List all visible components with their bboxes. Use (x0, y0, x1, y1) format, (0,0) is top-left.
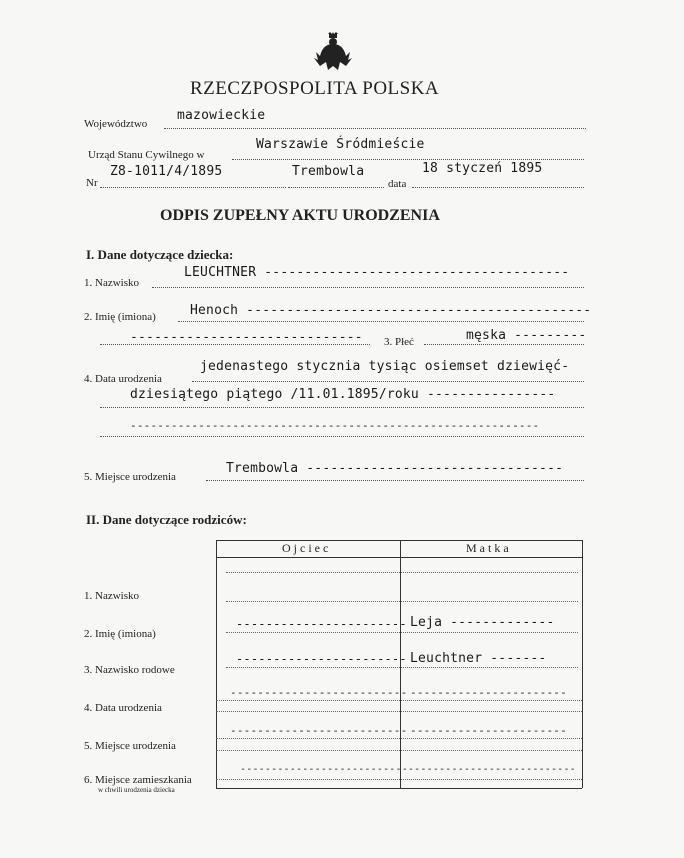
wojewodztwo-value: mazowieckie (177, 108, 266, 123)
imie-cont-value: ----------------------------- (130, 330, 363, 345)
data-urodzenia-value3: ------------------------------------------------------------ (130, 419, 540, 432)
imie-label: 2. Imię (imiona) (84, 311, 156, 323)
father-row2-value: ----------------------- (236, 617, 407, 631)
wojewodztwo-line (164, 128, 586, 129)
parent-row5-label: 5. Miejsce urodzenia (84, 740, 176, 752)
data-label: data (388, 178, 407, 190)
data-urodzenia-line1 (192, 381, 584, 382)
parents-section-title: II. Dane dotyczące rodziców: (86, 512, 247, 527)
row4b-line (216, 711, 582, 712)
place-value: Trembowla (292, 164, 365, 179)
parent-row6-label: 6. Miejsce zamieszkania (84, 774, 192, 786)
nazwisko-line (152, 287, 584, 288)
plec-value: męska --------- (466, 328, 587, 343)
place-line (288, 187, 384, 188)
data-urodzenia-label: 4. Data urodzenia (84, 373, 162, 385)
data-urodzenia-value1: jedenastego stycznia tysiąc osiemset dziewięć- (200, 359, 570, 374)
mother-row4-value: ----------------------- (410, 686, 567, 699)
country-title: RZECZPOSPOLITA POLSKA (190, 78, 440, 99)
nr-label: Nr (86, 177, 98, 189)
row3-line (226, 667, 578, 668)
polish-eagle-icon (312, 32, 354, 74)
parent-row3-label: 3. Nazwisko rodowe (84, 664, 175, 676)
document-title: ODPIS ZUPEŁNY AKTU URODZENIA (160, 207, 440, 224)
col-father-header: Ojciec (282, 541, 332, 555)
col-mother-header: Matka (466, 541, 512, 555)
wojewodztwo-label: Województwo (84, 118, 148, 130)
data-urodzenia-value2: dziesiątego piątego /11.01.1895/roku ---------------- (130, 387, 556, 402)
table-top-border (216, 540, 582, 541)
data-value: 18 styczeń 1895 (422, 161, 543, 176)
data-urodzenia-line2 (100, 407, 584, 408)
nr-line (100, 187, 286, 188)
miejsce-line (206, 480, 584, 481)
miejsce-value: Trembowla -------------------------------- (226, 461, 564, 476)
mother-row5-value: ----------------------- (410, 724, 567, 737)
mother-row3-value: Leuchtner ------- (410, 651, 547, 666)
mother-row2-value: Leja ------------- (410, 615, 555, 630)
row5-line (216, 738, 582, 739)
table-header-border (216, 557, 582, 558)
table-bottom-border (216, 788, 582, 789)
plec-line (424, 344, 584, 345)
imie-line (178, 321, 584, 322)
miejsce-label: 5. Miejsce urodzenia (84, 471, 176, 483)
data-urodzenia-line3 (100, 436, 584, 437)
parent-row2-label: 2. Imię (imiona) (84, 628, 156, 640)
row4-line (216, 700, 582, 701)
data-line (412, 187, 584, 188)
plec-label: 3. Płeć (384, 336, 414, 348)
nazwisko-value: LEUCHTNER -------------------------------------- (184, 265, 570, 280)
urzad-value: Warszawie Śródmieście (256, 137, 425, 152)
parent-row4-label: 4. Data urodzenia (84, 702, 162, 714)
imie-value: Henoch ------------------------------------------- (190, 303, 592, 318)
urzad-line (232, 159, 584, 160)
nazwisko-label: 1. Nazwisko (84, 277, 139, 289)
row1-line (226, 572, 578, 573)
urzad-label: Urząd Stanu Cywilnego w (88, 149, 205, 161)
table-right-border (582, 540, 583, 788)
father-row3-value: ----------------------- (236, 652, 407, 666)
row6-line (216, 779, 582, 780)
parent-row6-sublabel: w chwili urodzenia dziecka (98, 786, 175, 794)
row5b-line (216, 750, 582, 751)
row6-value: ------------------------------------------------------ (240, 764, 576, 775)
parent-row1-label: 1. Nazwisko (84, 590, 139, 602)
father-row4-value: -------------------------- (230, 686, 408, 699)
father-row5-value: -------------------------- (230, 724, 408, 737)
row2-line (226, 632, 578, 633)
nr-value: Z8-1011/4/1895 (110, 164, 223, 179)
child-section-title: I. Dane dotyczące dziecka: (86, 247, 234, 262)
row1b-line (226, 601, 578, 602)
